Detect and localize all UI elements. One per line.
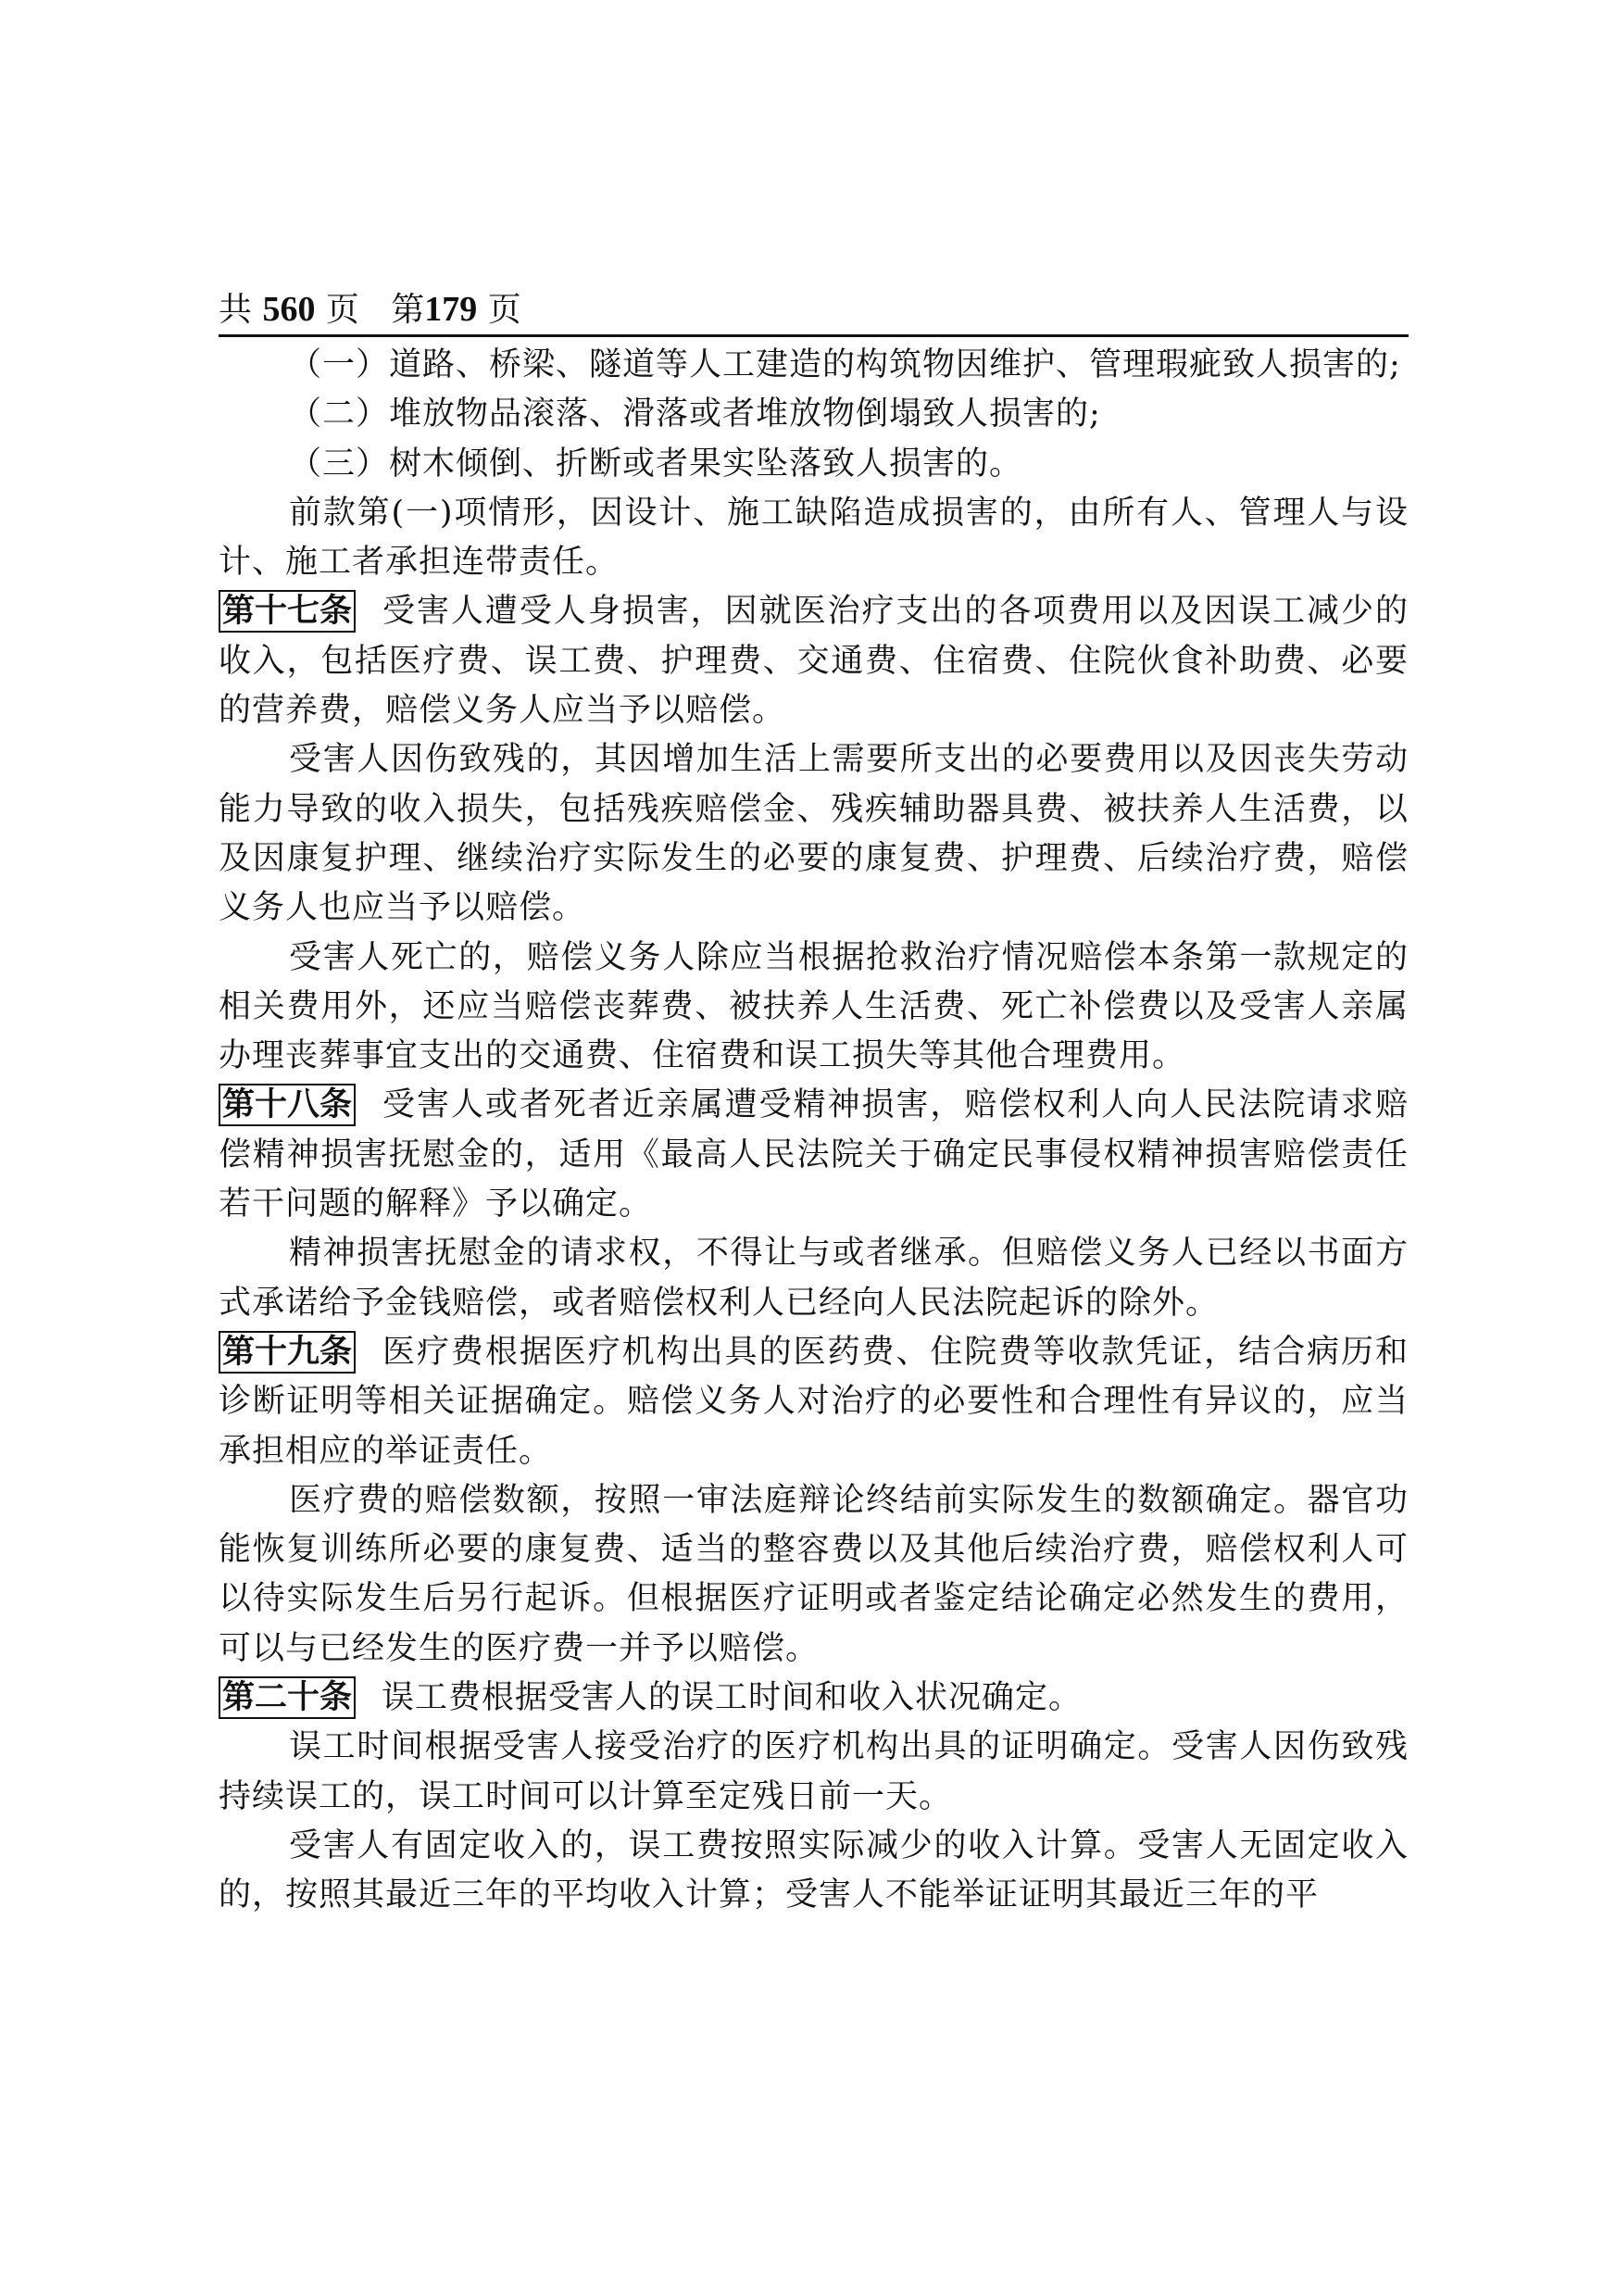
article-label: 第十九条: [219, 1331, 356, 1374]
paragraph: [219, 1723, 1409, 1822]
current-page-value: 179: [424, 290, 478, 329]
paragraph: [219, 735, 1409, 933]
header-divider: [219, 334, 1409, 337]
article-18: [219, 1081, 1409, 1229]
paragraph-text: 受害人因伤致残的，其因增加生活上需要所支出的必要费用以及因丧失劳动能力导致的收入损失，包括残疾赔偿金、残疾辅助器具费、被扶养人生活费，以及因康复护理、继续治疗实际发生的必要的康复费、护理费、后续治疗费，赔偿义务人也应当予以赔偿。: [219, 741, 1409, 927]
total-pages-prefix: 共: [219, 291, 253, 329]
document-body: [219, 341, 1409, 1921]
paragraph: [219, 440, 1409, 489]
paragraph-text: 精神损害抚慰金的请求权，不得让与或者继承。但赔偿义务人已经以书面方式承诺给予金钱赔偿，或者赔偿权利人已经向人民法院起诉的除外。: [219, 1235, 1409, 1322]
total-pages-value: 560: [262, 290, 316, 329]
page-counter: [219, 285, 1409, 333]
article-17: [219, 587, 1409, 735]
current-page-suffix: 页: [487, 291, 521, 329]
article-label: 第十七条: [219, 590, 356, 633]
paragraph-text: 受害人死亡的，赔偿义务人除应当根据抢救治疗情况赔偿本条第一款规定的相关费用外，还应当赔偿丧葬费、被扶养人生活费、死亡补偿费以及受害人亲属办理丧葬事宜支出的交通费、住宿费和误工损失等其他合理费用。: [219, 938, 1409, 1075]
article-label: 第二十条: [219, 1676, 356, 1719]
paragraph-text: 医疗费的赔偿数额，按照一审法庭辩论终结前实际发生的数额确定。器官功能恢复训练所必要的康复费、适当的整容费以及其他后续治疗费，赔偿权利人可以待实际发生后另行起诉。但根据医疗证明或者鉴定结论确定必然发生的费用，可以与已经发生的医疗费一并予以赔偿。: [219, 1481, 1409, 1667]
article-text: 受害人遭受人身损害，因就医治疗支出的各项费用以及因误工减少的收入，包括医疗费、误工费、护理费、交通费、住宿费、住院伙食补助费、必要的营养费，赔偿义务人应当予以赔偿。: [219, 593, 1409, 730]
article-text: 受害人或者死者近亲属遭受精神损害，赔偿权利人向人民法院请求赔偿精神损害抚慰金的，适用《最高人民法院关于确定民事侵权精神损害赔偿责任若干问题的解释》予以确定。: [219, 1086, 1409, 1223]
paragraph-text: （二）堆放物品滚落、滑落或者堆放物倒塌致人损害的;: [289, 395, 1101, 433]
article-label: 第十八条: [219, 1084, 356, 1126]
total-pages-suffix: 页: [325, 291, 359, 329]
paragraph: [219, 390, 1409, 439]
article-text: 医疗费根据医疗机构出具的医药费、住院费等收款凭证，结合病历和诊断证明等相关证据确定。赔偿义务人对治疗的必要性和合理性有异议的，应当承担相应的举证责任。: [219, 1333, 1409, 1470]
current-page-prefix: 第: [391, 291, 425, 329]
paragraph: [219, 934, 1409, 1082]
paragraph: [219, 1476, 1409, 1674]
paragraph-text: 误工时间根据受害人接受治疗的医疗机构出具的证明确定。受害人因伤致残持续误工的，误工时间可以计算至定残日前一天。: [219, 1728, 1409, 1815]
paragraph-text: 受害人有固定收入的，误工费按照实际减少的收入计算。受害人无固定收入的，按照其最近三年的平均收入计算；受害人不能举证证明其最近三年的平: [219, 1826, 1409, 1914]
article-19: [219, 1328, 1409, 1476]
article-20: [219, 1674, 1409, 1723]
paragraph: [219, 341, 1409, 390]
paragraph-text: 前款第(一)项情形，因设计、施工缺陷造成损害的，由所有人、管理人与设计、施工者承担连带责任。: [219, 494, 1409, 582]
paragraph: [219, 1822, 1409, 1921]
paragraph: [219, 489, 1409, 588]
article-text: 误工费根据受害人的误工时间和收入状况确定。: [382, 1679, 1083, 1717]
paragraph-text: （三）树木倾倒、折断或者果实坠落致人损害的。: [289, 445, 1023, 483]
paragraph: [219, 1229, 1409, 1328]
paragraph-text: （一）道路、桥梁、隧道等人工建造的构筑物因维护、管理瑕疵致人损害的;: [289, 346, 1401, 383]
